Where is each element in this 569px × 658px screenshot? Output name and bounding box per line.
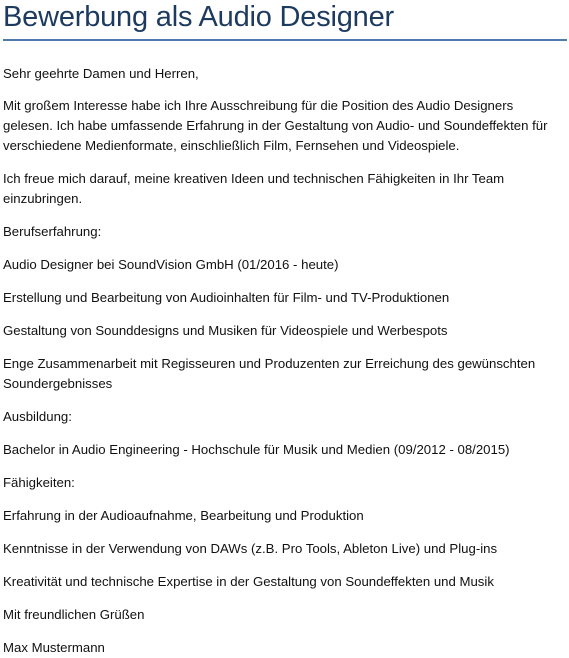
education-item: Bachelor in Audio Engineering - Hochschule für Musik und Medien (09/2012 - 08/2015) — [3, 442, 510, 457]
section-heading-skills: Fähigkeiten: — [3, 475, 75, 490]
page-title: Bewerbung als Audio Designer — [3, 1, 394, 33]
experience-item: Enge Zusammenarbeit mit Regisseuren und Produzenten zur Erreichung des gewünschten Soundergebnisses — [3, 356, 536, 391]
experience-item: Erstellung und Bearbeitung von Audioinhalten für Film- und TV-Produktionen — [3, 290, 450, 305]
letter-body — [3, 64, 566, 658]
section-heading-experience: Berufserfahrung: — [3, 224, 102, 239]
skill-item: Kenntnisse in der Verwendung von DAWs (z.B. Pro Tools, Ableton Live) und Plug-ins — [3, 541, 498, 556]
salutation: Sehr geehrte Damen und Herren, — [3, 66, 199, 81]
motivation-paragraph: Ich freue mich darauf, meine kreativen Ideen und technischen Fähigkeiten in Ihr Team einzubringen. — [3, 171, 505, 206]
closing: Mit freundlichen Grüßen — [3, 607, 145, 622]
skill-item: Kreativität und technische Expertise in der Gestaltung von Soundeffekten und Musik — [3, 574, 494, 589]
skill-item: Erfahrung in der Audioaufnahme, Bearbeitung und Produktion — [3, 508, 364, 523]
section-heading-education: Ausbildung: — [3, 409, 72, 424]
signature-name: Max Mustermann — [3, 640, 105, 655]
intro-paragraph: Mit großem Interesse habe ich Ihre Ausschreibung für die Position des Audio Designers gelesen. Ich habe umfassende Erfahrung in der Gestaltung von Audio- und Soundeffekten für verschiedene Medienformate, einschließlich Film, Fernsehen und Videospiele. — [3, 98, 548, 153]
title-divider — [3, 39, 567, 41]
experience-item: Gestaltung von Sounddesigns und Musiken für Videospiele und Werbespots — [3, 323, 448, 338]
experience-item: Audio Designer bei SoundVision GmbH (01/2016 - heute) — [3, 257, 339, 272]
